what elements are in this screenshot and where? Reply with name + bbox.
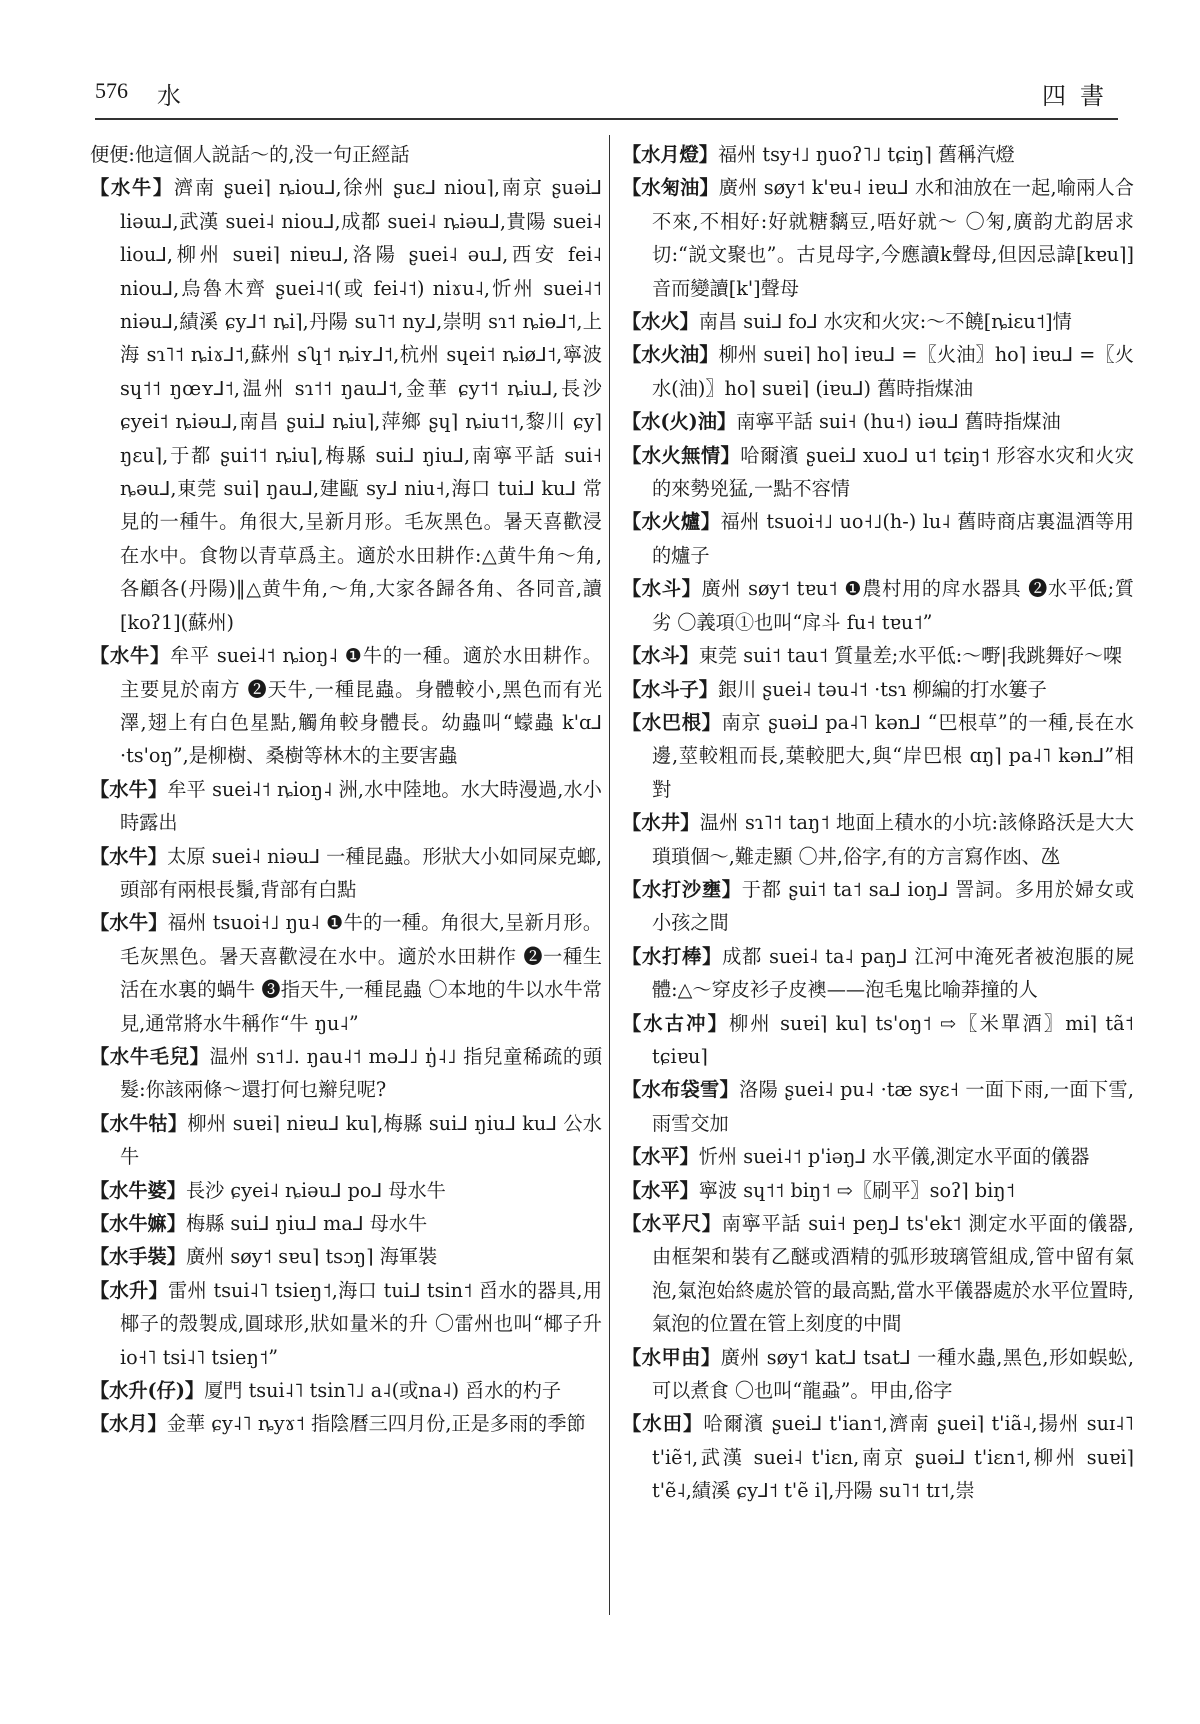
section-label: 四書 — [1042, 82, 1118, 110]
entry-headword: 【水田】 — [622, 1412, 704, 1436]
entry-text: 南京 ʂuəi⅃ pa˨˥ kən⅃ “巴根草”的一種,長在水邊,莖較粗而長,葉較肥大,與“岸巴根 ɑŋ⌉ pa˨˥ kən⅃”相對 — [652, 710, 1134, 801]
column-divider — [609, 135, 610, 1615]
dictionary-entry — [622, 1073, 1134, 1140]
dictionary-entry — [622, 1407, 1134, 1507]
dictionary-entry — [90, 1407, 602, 1440]
dictionary-entry — [622, 1341, 1134, 1408]
entry-text: 廣州 søy˦ kat⅃ tsat⅃ 一種水蟲,黑色,形如蜈蚣,可以煮食 〇也叫“龍蝨”。甲由,俗字 — [652, 1345, 1134, 1403]
entry-text: 成都 suei˨ ta˨ paŋ⅃ 江河中淹死者被泡脹的屍體:△～穿皮衫子皮襖——泡毛鬼比喻莽撞的人 — [652, 944, 1135, 1002]
entry-headword: 【水牛】 — [90, 844, 168, 868]
entry-headword: 【水打棒】 — [622, 944, 723, 968]
dictionary-entry — [622, 505, 1134, 572]
entry-headword: 【水牛】 — [90, 777, 168, 801]
dictionary-entry — [622, 673, 1134, 706]
entry-headword: 【水井】 — [622, 811, 700, 835]
entry-headword: 【水牛】 — [90, 911, 168, 935]
entry-headword: 【水斗】 — [622, 644, 699, 668]
entry-headword: 【水升(仔)】 — [90, 1379, 205, 1403]
entry-text: 哈爾濱 ʂuei⅃ xuo⅃ u˦ tɕiŋ˦ 形容水灾和火灾的來勢兇猛,一點不容情 — [652, 443, 1134, 501]
entry-text: 哈爾濱 ʂuei⅃ t'ian˦,濟南 ʂuei⌉ t'iã˨,揚州 suɪ˨˥ t'iẽ˦,武漢 suei˨ t'iɛn,南京 ʂuəi⅃ t'iɛn˦,柳州 suɐi⌉ t'ẽ˨,績溪 ɕy⅃˦ t'ẽ i⌉,丹陽 su˥˦ tɪ˦,崇 — [652, 1412, 1135, 1503]
left-column — [90, 138, 602, 1441]
entry-text: 南寧平話 sui˧ peŋ⅃ ts'ek˦ 測定水平面的儀器,由框架和裝有乙醚或酒精的弧形玻璃管組成,管中留有氣泡,氣泡始終處於管的最高點,當水平儀器處於水平位置時,氣泡的位置在管上刻度的中間 — [652, 1212, 1134, 1336]
dictionary-entry — [90, 138, 602, 171]
entry-headword: 【水(火)油】 — [622, 410, 737, 434]
entry-text: 南昌 sui⅃ fo⅃ 水灾和火灾:～不饒[ȵiɛu˦]情 — [698, 310, 1072, 334]
dictionary-entry — [90, 1274, 602, 1374]
dictionary-entry — [622, 873, 1134, 940]
running-head-character: 水 — [157, 82, 181, 110]
entry-headword: 【水布袋雪】 — [622, 1078, 740, 1102]
dictionary-entry — [90, 906, 602, 1040]
entry-headword: 【水巴根】 — [622, 710, 722, 734]
entry-headword: 【水平尺】 — [622, 1212, 722, 1235]
dictionary-entry — [622, 639, 1134, 672]
entry-headword: 【水火無情】 — [622, 443, 741, 467]
entry-text: 太原 suei˨ niəu⅃ 一種昆蟲。形狀大小如同屎克螂,頭部有兩根長鬚,背部有白點 — [120, 844, 602, 901]
dictionary-entry — [622, 940, 1134, 1007]
entry-text: 東莞 sui˦ tau˦ 質量差;水平低:～嘢|我跳舞好～㗎 — [698, 644, 1123, 668]
header-rule — [95, 118, 1118, 120]
dictionary-entry — [622, 405, 1134, 438]
entry-text: 濟南 ʂuei⌉ ȵiou⅃,徐州 ʂuɛ⅃ niou⌉,南京 ʂuəi⅃ liəɯ⅃,武漢 suei˨ niou⅃,成都 suei˨ ȵiəu⅃,貴陽 suei˨ liou⅃,柳州 suɐi⌉ niɐu⅃,洛陽 ʂuei˨ əu⅃,西安 fei˨ niou⅃,烏魯木齊 ʂuei˨˦(或 fei˨˦) niɤu˨,忻州 suei˨˦ niəu⅃,績溪 ɕy⅃˦ ȵi⌉,丹陽 su˥˦ ny⅃,崇明 sɿ˦ ȵiɵ⅃˦,上海 sɿ˥˦ ȵiɤ⅃˦,蘇州 sʮ˦ ȵiʏ⅃˦,杭州 sɥei˦ ȵiø⅃˦,寧波 sɥ˦˦ ŋœʏ⅃˦,温州 sɿ˦˦ ŋau⅃˦,金華 ɕy˦˦ ȵiu⅃,長沙 ɕyei˦ ȵiəu⅃,南昌 ʂui⅃ ȵiu⌉,萍鄉 ʂɥ⌉ ȵiu˦˦,黎川 ɕy⌉ ŋɛu⌉,于都 ʂui˦˦ ȵiu⌉,梅縣 sui⅃ ŋiu⅃,南寧平話 sui˧ ȵəu⅃,東莞 sui⌉ ŋau⅃,建甌 sy⅃ niu˧,海口 tui⅃ ku⅃ 常見的一種牛。角很大,呈新月形。毛灰黑色。暑天喜歡浸在水中。食物以青草爲主。適於水田耕作:△黄牛角～角,各顧各(丹陽)‖△黄牛角,～角,大家各歸各角、各同音,讀[koʔ1](蘇州) — [120, 176, 602, 634]
entry-text: 洛陽 ʂuei˨ pu˨ ·tæ syɛ˧ 一面下雨,一面下雪,雨雪交加 — [652, 1078, 1135, 1135]
dictionary-entry — [622, 706, 1134, 806]
dictionary-entry — [622, 572, 1134, 639]
entry-text: 廣州 søy˦ sɐu⌉ tsɔŋ⌉ 海軍裝 — [185, 1245, 438, 1269]
entry-text: 廣州 søy˦ k'ɐu˨ iɐu⅃ 水和油放在一起,喻兩人合不來,不相好:好就糖黐豆,唔好就～ 〇匊,廣韵尤韵居求切:“説文聚也”。古見母字,今應讀k聲母,但因忌諱[kɐu⌉]音而變讀[k']聲母 — [652, 176, 1134, 300]
dictionary-entry — [90, 1174, 602, 1207]
entry-text: 忻州 suei˨˦ p'iəŋ⅃ 水平儀,測定水平面的儀器 — [698, 1145, 1090, 1169]
entry-text: 厦門 tsui˨˥ tsin˥˩ a˨(或na˨) 舀水的杓子 — [204, 1379, 562, 1403]
entry-text: 柳州 suɐi⌉ ku⌉ ts'oŋ˦ ⇨〖米單酒〗mi⌉ tã˦ tɕiɐu⌉ — [652, 1011, 1134, 1068]
entry-text: 牟平 suei˨˦ ȵioŋ˨ ❶牛的一種。適於水田耕作。主要見於南方 ❷天牛,一種昆蟲。身體較小,黑色而有光澤,翅上有白色星點,觸角較身體長。幼蟲叫“蠓蟲 k'ɑ⅃ ·ts'oŋ”,是柳樹、桑樹等林木的主要害蟲 — [120, 644, 602, 768]
page-header — [95, 78, 1118, 118]
entry-text: 銀川 ʂuei˨ təu˨˦ ·tsɿ 柳編的打水簍子 — [717, 677, 1047, 701]
entry-headword: 【水月燈】 — [622, 143, 718, 166]
entry-headword: 【水手裝】 — [90, 1245, 186, 1269]
dictionary-entry — [622, 1007, 1134, 1074]
entry-text: 梅縣 sui⅃ ŋiu⅃ ma⅃ 母水牛 — [185, 1212, 428, 1235]
dictionary-entry — [90, 1107, 602, 1174]
entry-text: 温州 sɿ˥˦ taŋ˦ 地面上積水的小坑:該條路沃是大大瑣瑣個～,難走顯 〇丼,俗字,有的方言寫作凼、氹 — [652, 811, 1134, 868]
entry-text: 長沙 ɕyei˨ ȵiəu⅃ po⅃ 母水牛 — [185, 1178, 446, 1202]
dictionary-entry — [90, 1374, 602, 1407]
dictionary-entry — [90, 1207, 602, 1240]
entry-headword: 【水牛婆】 — [90, 1178, 186, 1202]
entry-headword: 【水古冲】 — [622, 1011, 729, 1035]
entry-text: 雷州 tsui˨˥ tsieŋ˦,海口 tui⅃ tsin˦ 舀水的器具,用椰子的殼製成,圓球形,狀如量米的升 〇雷州也叫“椰子升 io˧˥ tsi˨˥ tsieŋ˦” — [120, 1278, 603, 1369]
entry-headword: 【水牛牯】 — [90, 1111, 188, 1135]
entry-text: 温州 sɿ˦˩. ŋau˨˦ mə⅃˩ ŋ̍˨˩ 指兒童稀疏的頭髮:你該兩條～還打何乜辮兒呢? — [120, 1044, 603, 1102]
entry-text: 便便:他這個人説話～的,没一句正經話 — [90, 143, 410, 166]
entry-headword: 【水打沙壅】 — [622, 877, 742, 901]
entry-headword: 【水火】 — [622, 310, 699, 334]
entry-headword: 【水火油】 — [622, 343, 719, 367]
entry-text: 福州 tsuoi˧˩ ŋu˨ ❶牛的一種。角很大,呈新月形。毛灰黑色。暑天喜歡浸在水中。適於水田耕作 ❷一種生活在水裏的蝸牛 ❸指天牛,一種昆蟲 〇本地的牛以水牛常見,通常將水牛稱作“牛 ŋu˨” — [120, 911, 603, 1035]
page-number: 576 — [95, 78, 128, 103]
dictionary-entry — [90, 773, 602, 840]
entry-text: 福州 tsuoi˧˩ uo˧˩(h-) lu˨ 舊時商店裏温酒等用的爐子 — [652, 510, 1135, 567]
entry-headword: 【水火爐】 — [622, 510, 721, 534]
dictionary-entry — [90, 1040, 602, 1107]
dictionary-entry — [90, 1240, 602, 1273]
dictionary-entry — [622, 338, 1134, 405]
dictionary-entry — [622, 1174, 1134, 1207]
dictionary-entry — [622, 171, 1134, 305]
dictionary-entry — [622, 439, 1134, 506]
dictionary-entry — [90, 171, 602, 639]
entry-headword: 【水平】 — [622, 1145, 699, 1169]
dictionary-entry — [90, 639, 602, 773]
entry-text: 柳州 suɐi⌉ niɐu⅃ ku⌉,梅縣 sui⅃ ŋiu⅃ ku⅃ 公水牛 — [120, 1111, 602, 1169]
entry-headword: 【水牛嫲】 — [90, 1212, 186, 1235]
right-column — [622, 138, 1134, 1508]
entry-headword: 【水牛毛兒】 — [90, 1044, 210, 1068]
dictionary-entry — [622, 1140, 1134, 1173]
entry-headword: 【水升】 — [90, 1278, 169, 1302]
entry-text: 于都 ʂui˦ ta˦ sa⅃ ioŋ⅃ 詈詞。多用於婦女或小孩之間 — [652, 877, 1134, 935]
entry-text: 牟平 suei˨˦ ȵioŋ˨ 洲,水中陸地。水大時漫過,水小時露出 — [120, 777, 602, 835]
entry-text: 福州 tsy˧˩ ŋuoʔ˥˩ tɕiŋ⌉ 舊稱汽燈 — [717, 143, 1015, 166]
entry-headword: 【水平】 — [622, 1178, 699, 1202]
entry-headword: 【水月】 — [90, 1412, 167, 1436]
entry-text: 寧波 sɥ˦˦ biŋ˦ ⇨〖刷平〗soʔ⌉ biŋ˦ — [698, 1178, 1016, 1202]
entry-headword: 【水斗子】 — [622, 677, 718, 701]
entry-headword: 【水甲由】 — [622, 1345, 721, 1369]
dictionary-entry — [622, 305, 1134, 338]
entry-headword: 【水匊油】 — [622, 176, 719, 200]
dictionary-entry — [622, 806, 1134, 873]
entry-text: 南寧平話 sui˧ (hu˧) iəu⅃ 舊時指煤油 — [736, 410, 1061, 434]
entry-text: 柳州 suɐi⌉ ho⌉ iɐu⅃ =〖火油〗ho⌉ iɐu⅃ =〖火水(油)〗ho⌉ suɐi⌉ (iɐu⅃) 舊時指煤油 — [652, 343, 1134, 400]
entry-text: 金華 ɕy˨˥ ȵyɤ˦ 指陰曆三四月份,正是多雨的季節 — [166, 1412, 586, 1436]
entry-headword: 【水牛】 — [90, 176, 174, 200]
dictionary-entry — [622, 1207, 1134, 1341]
entry-headword: 【水牛】 — [90, 644, 170, 668]
dictionary-entry — [622, 138, 1134, 171]
entry-headword: 【水斗】 — [622, 577, 702, 601]
entry-text: 廣州 søy˦ tɐu˦ ❶農村用的戽水器具 ❷水平低;質劣 〇義項①也叫“戽斗 fu˧ tɐu˦” — [652, 577, 1135, 634]
dictionary-entry — [90, 840, 602, 907]
